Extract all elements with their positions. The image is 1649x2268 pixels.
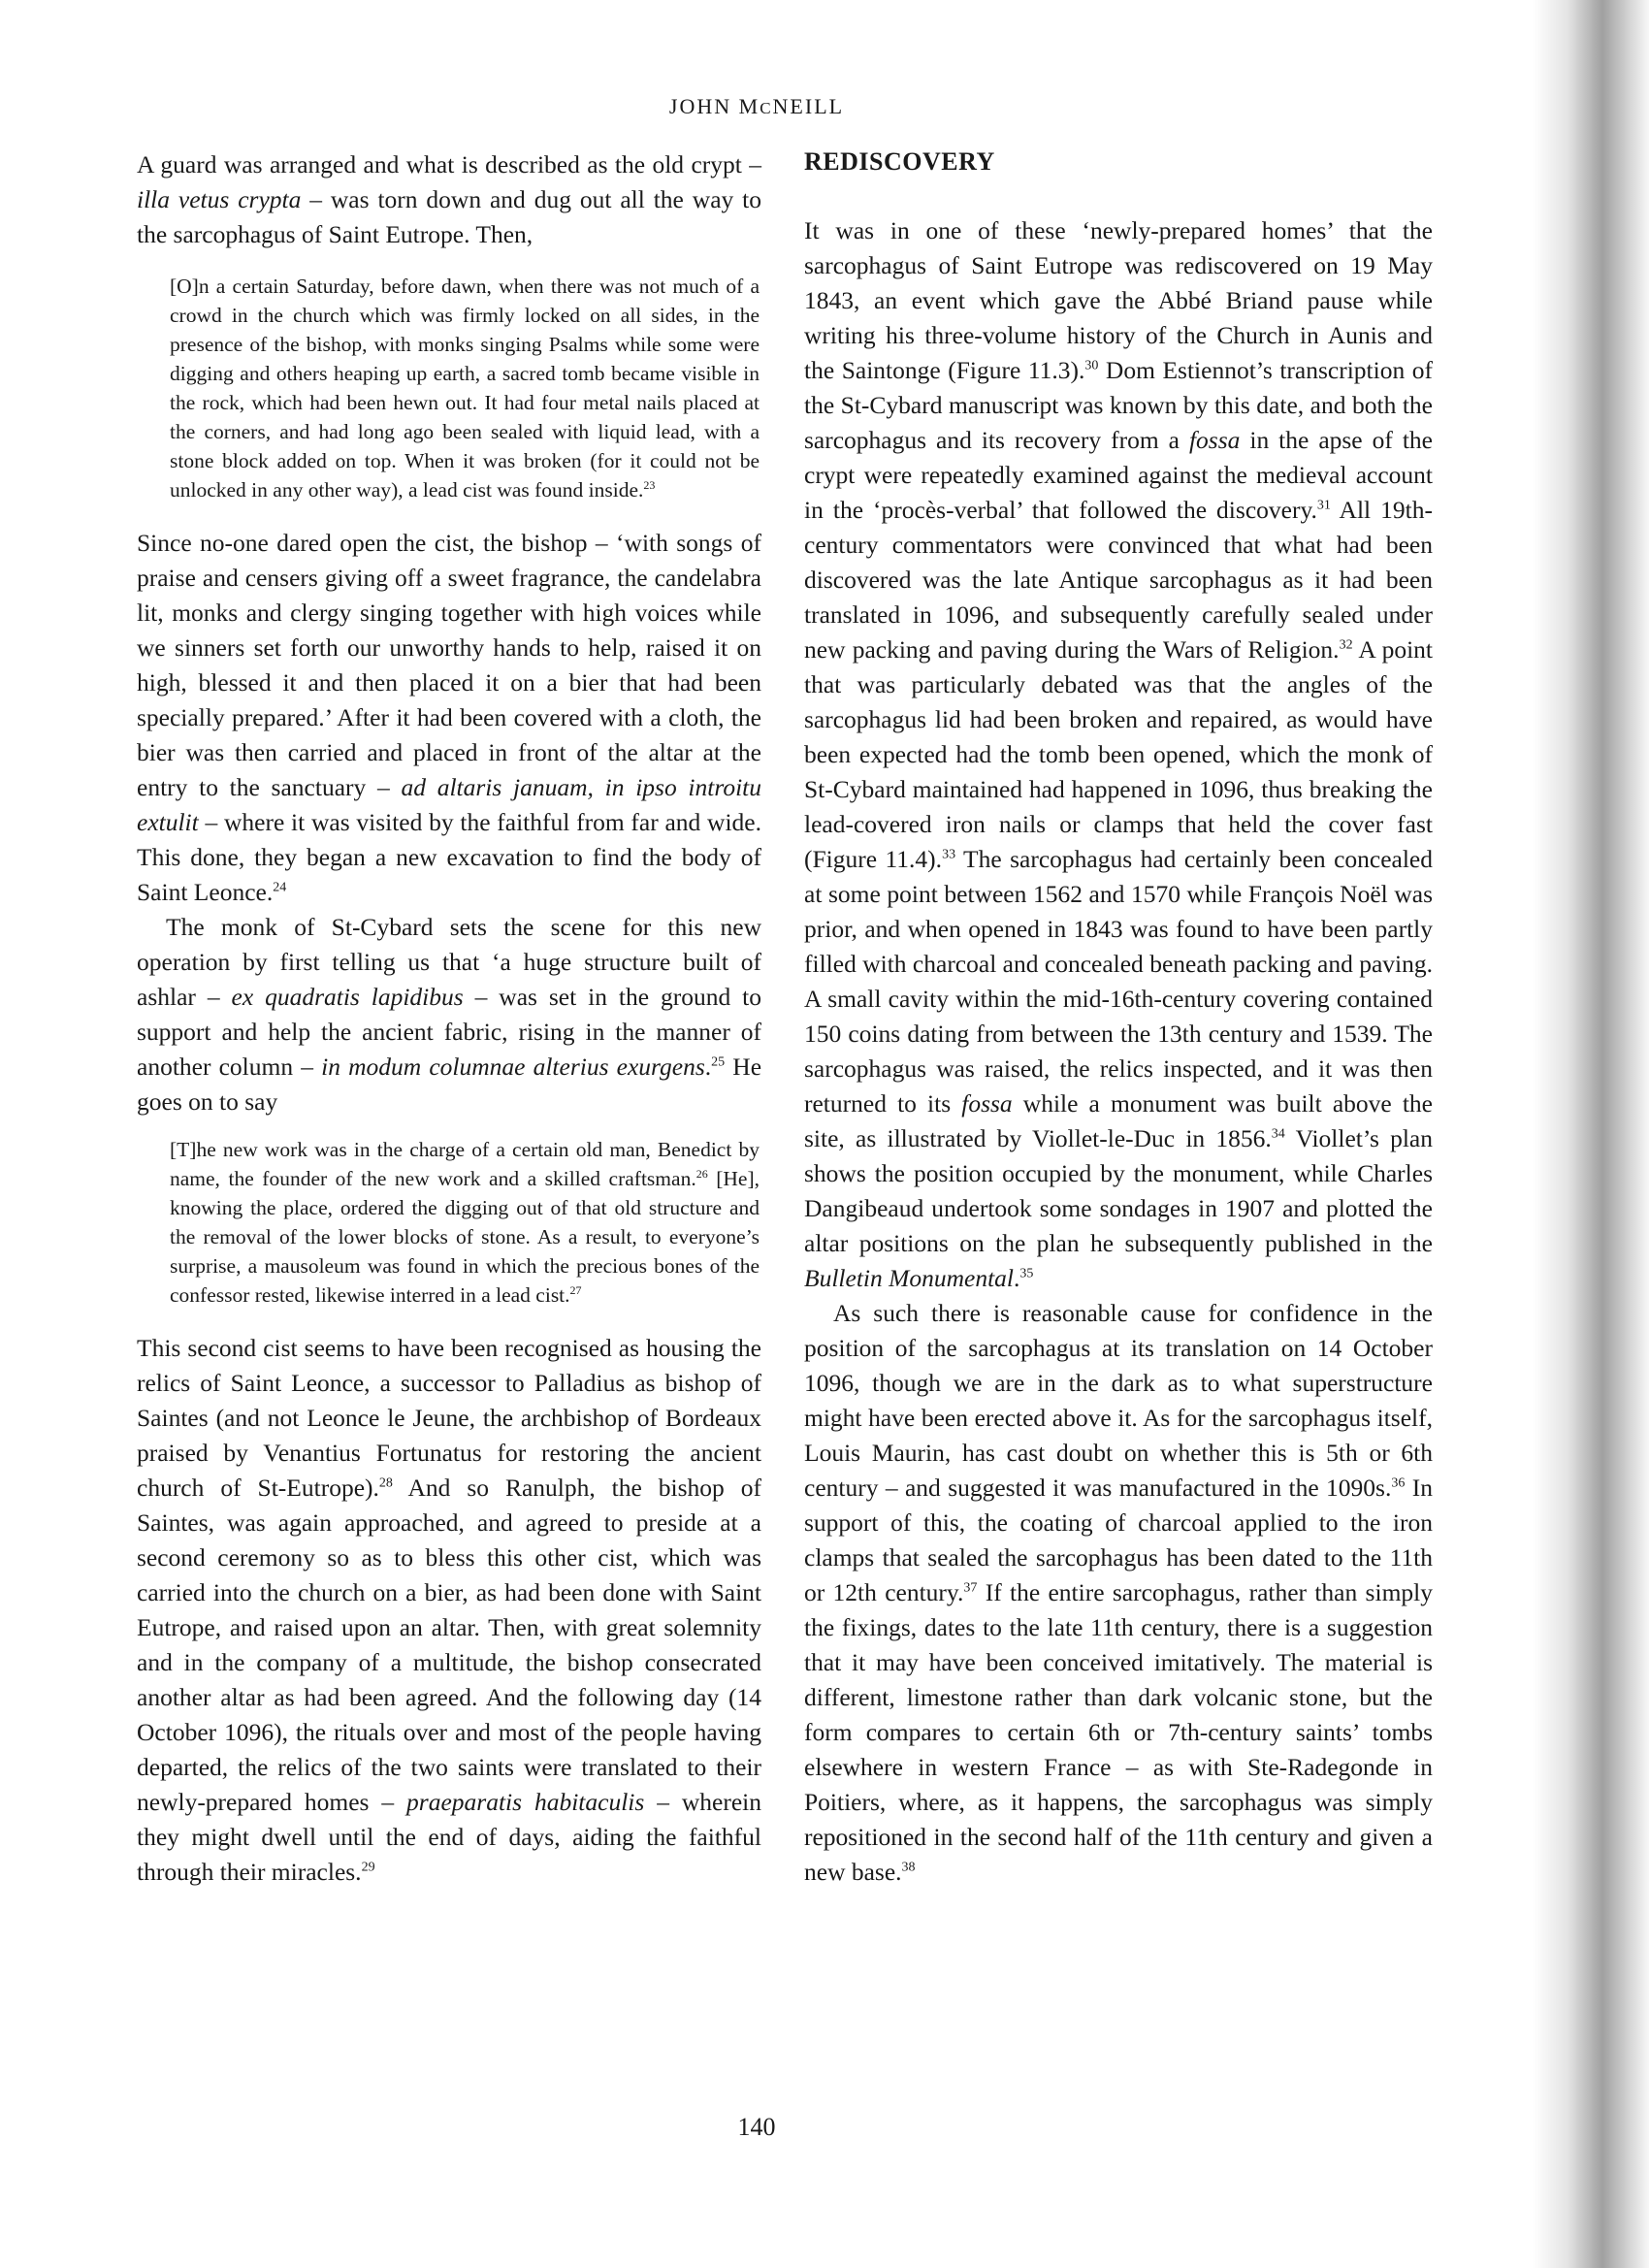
text-run: – was set in the ground to support and help the ancient fabric, rising in the manner of another column – [137,983,761,1081]
footnote-ref: 37 [963,1580,978,1596]
footnote-ref: 31 [1316,498,1331,513]
paragraph [804,1296,1433,1890]
text-run: If the entire sarcophagus, rather than simply the fixings, dates to the late 11th century, there is a suggestion that it may have been conceived imitatively. The material is different, limestone rather than dark volcanic stone, but the form compares to certain 6th or 7th-century saints’ tombs elsewhere in western France – as with Ste-Radegonde in Poitiers, where, as it happens, the sarcophagus was simply repositioned in the second half of the 11th century and given a new base. [804,1578,1433,1886]
paragraph [137,526,761,910]
italic-term: fossa [961,1089,1013,1118]
right-column [804,147,1433,1890]
page-gutter-shadow [1533,0,1649,2268]
footnote-ref: 30 [1084,358,1099,373]
text-run: Viollet’s plan shows the position occupied by the monument, while Charles Dangibeaud undertook some sondages in 1907 and plotted the altar positions on the plan he subsequently published in the [804,1124,1433,1257]
footnote-ref: 35 [1019,1266,1034,1281]
footnote-ref: 27 [569,1282,582,1297]
text-run: in the apse of the crypt were repeatedly examined against the medieval account in the ‘procès-verbal’ that followed the discovery. [804,426,1433,524]
text-run: [O]n a certain Saturday, before dawn, when there was not much of a crowd in the church which was firmly locked on all sides, in the presence of the bishop, with monks singing Psalms while some were digging and others heaping up earth, a sacred tomb became visible in the rock, which had been hewn out. It had four metal nails placed at the corners, and had long ago been sealed with liquid lead, with a stone block added on top. When it was broken (for it could not be unlocked in any other way), a lead cist was found inside. [170,275,760,502]
page-number: 140 [737,2113,776,2141]
italic-term: ex quadratis lapidibus [231,983,464,1011]
text-run: – wherein they might dwell until the end of days, aiding the faithful through their miracles. [137,1788,761,1886]
footnote-ref: 32 [1339,637,1353,653]
footnote-ref: 26 [695,1166,708,1181]
paragraph [804,213,1433,1296]
italic-term: illa vetus crypta [137,185,302,213]
text-run: The sarcophagus had certainly been concealed at some point between 1562 and 1570 while François Noël was prior, and when opened in 1843 was found to have been partly filled with charcoal and concealed beneath packing and paving. A small cavity within the mid-16th-century covering contained 150 coins dating from between the 13th century and 1539. The sarcophagus was raised, the relics inspected, and it was then returned to its [804,845,1433,1118]
text-run: Dom Estiennot’s transcription of the St-Cybard manuscript was known by this date, and both the sarcophagus and its recovery from a [804,356,1433,454]
text-run: A guard was arranged and what is described as the old crypt – [137,150,761,178]
footnote-ref: 23 [643,477,656,492]
text-run: In support of this, the coating of charcoal applied to the iron clamps that sealed the sarcophagus has been dated to the 11th or 12th century. [804,1474,1434,1606]
italic-term: in modum columnae alterius exurgens [321,1053,705,1081]
text-run: – was torn down and dug out all the way to the sarcophagus of Saint Eutrope. Then, [137,185,761,248]
paragraph [137,147,761,252]
italic-term: praeparatis habitaculis [406,1788,645,1816]
block-quote [170,1135,760,1310]
text-run: . [1014,1264,1020,1292]
text-run: [He], knowing the place, ordered the digging out of that old structure and the removal of the lower blocks of stone. As a result, to everyone’s surprise, a mausoleum was found in which the precious bones of the confessor rested, likewise interred in a lead cist. [170,1167,760,1307]
section-heading: REDISCOVERY [804,147,995,176]
italic-term: ad altaris januam, in ipso introitu extulit [137,773,762,836]
footnote-ref: 25 [711,1054,726,1070]
text-run: All 19th-century commentators were convinced that what had been discovered was the late Antique sarcophagus as it had been translated in 1096, and subsequently carefully sealed under new packing and paving during the Wars of Religion. [804,496,1433,664]
text-run: As such there is reasonable cause for confidence in the position of the sarcophagus at its translation on 14 October 1096, though we are in the dark as to what superstructure might have been erected above it. As for the sarcophagus itself, Louis Maurin, has cast doubt on whether this is 5th or 6th century – and suggested it was manufactured in the 1090s. [804,1299,1433,1502]
footnote-ref: 36 [1391,1475,1406,1491]
paragraph [137,1331,761,1890]
footnote-ref: 28 [378,1475,393,1491]
footnote-ref: 34 [1271,1126,1285,1142]
text-run: . [704,1053,712,1081]
text-run: This second cist seems to have been recognised as housing the relics of Saint Leonce, a successor to Palladius as bishop of Saintes (and not Leonce le Jeune, the archbishop of Bordeaux praised by Venantius Fortunatus for restoring the ancient church of St-Eutrope). [137,1334,761,1502]
text-run: while a monument was built above the site, as illustrated by Viollet-le-Duc in 1856. [804,1089,1433,1152]
text-run: [T]he new work was in the charge of a certain old man, Benedict by name, the founder of the new work and a skilled craftsman. [170,1138,760,1190]
running-head: JOHN MCNEILL [668,94,845,118]
footnote-ref: 24 [273,880,287,895]
footnote-ref: 29 [361,1860,375,1875]
italic-term: Bulletin Monumental [804,1264,1015,1292]
left-column [137,147,761,1890]
text-run: And so Ranulph, the bishop of Saintes, was again approached, and agreed to preside at a second ceremony so as to bless this other cist, which was carried into the church on a bier, as had been done with Saint Eutrope, and raised upon an altar. Then, with great solemnity and in the company of a multitude, the bishop consecrated another altar as had been agreed. And the following day (14 October 1096), the rituals over and most of the people having departed, the relics of the two saints were translated to their newly-prepared homes – [137,1474,762,1816]
text-run: The monk of St-Cybard sets the scene for this new operation by first telling us that ‘a huge structure built of ashlar – [137,913,761,1011]
italic-term: fossa [1188,426,1241,454]
block-quote [170,272,760,504]
text-run: It was in one of these ‘newly-prepared homes’ that the sarcophagus of Saint Eutrope was rediscovered on 19 May 1843, an event which gave the Abbé Briand pause while writing his three-volume history of the Church in Aunis and the Saintonge (Figure 11.3). [804,216,1433,384]
text-run: Since no-one dared open the cist, the bishop – ‘with songs of praise and censers giving off a sweet fragrance, the candelabra lit, monks and clergy singing together with high voices while we sinners set forth our unworthy hands to help, raised it on high, blessed it and then placed it on a bier that had been specially prepared.’ After it had been covered with a cloth, the bier was then carried and placed in front of the altar at the entry to the sanctuary – [137,529,761,801]
footnote-ref: 38 [901,1860,916,1875]
paragraph [137,910,761,1119]
text-run: – where it was visited by the faithful from far and wide. This done, they began a new excavation to find the body of Saint Leonce. [137,808,761,906]
text-run: He goes on to say [137,1053,762,1116]
footnote-ref: 33 [942,847,956,862]
text-run: A point that was particularly debated was that the angles of the sarcophagus lid had been broken and repaired, as would have been expected had the tomb been opened, which the monk of St-Cybard maintained had happened in 1096, thus breaking the lead-covered iron nails or clamps that held the cover fast (Figure 11.4). [804,635,1433,873]
